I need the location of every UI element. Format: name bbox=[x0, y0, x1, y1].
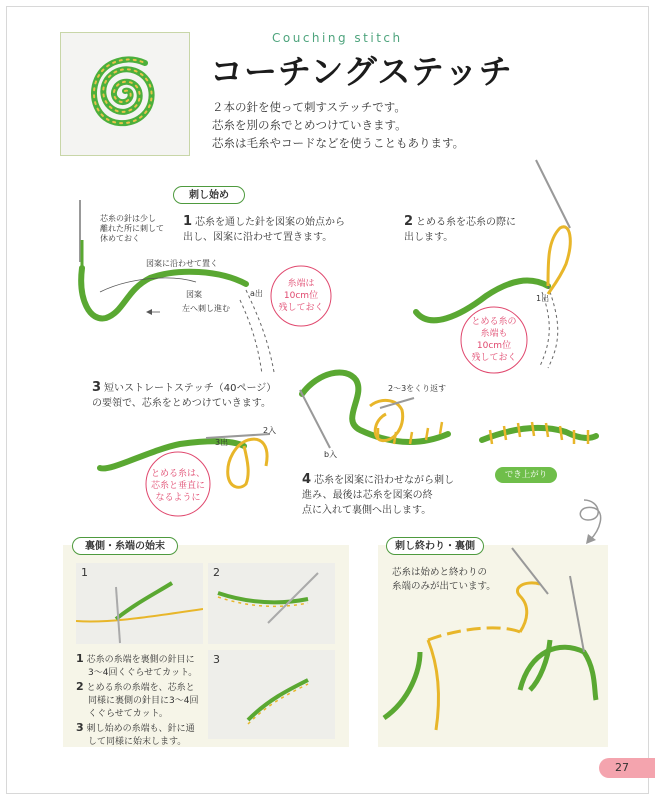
label-pattern: 図案 bbox=[186, 290, 202, 299]
step-line: の要領で、芯糸をとめつけていきます。 bbox=[92, 398, 271, 409]
bubble-line: 残しておく bbox=[278, 303, 324, 313]
step-line: 短いストレートステッチ（40ページ） bbox=[104, 383, 277, 394]
start-section-label: 刺し始め bbox=[173, 186, 245, 204]
step-number: 3 bbox=[92, 380, 102, 395]
step-number: 2 bbox=[76, 680, 84, 693]
step-line: して同様に始末します。 bbox=[88, 737, 187, 747]
bubble-line: なるように bbox=[155, 493, 201, 503]
label-repeat: 2〜3をくり返す bbox=[388, 384, 447, 393]
done-badge: でき上がり bbox=[495, 467, 557, 483]
bubble-line: とめる糸の bbox=[471, 317, 517, 327]
end-line: 芯糸は始めと終わりの bbox=[392, 567, 488, 578]
end-line: 糸端のみが出ています。 bbox=[392, 581, 496, 592]
bubble-line: 残しておく bbox=[471, 353, 517, 363]
intro-line: ２本の針を使って刺すステッチです。 bbox=[212, 100, 406, 114]
step-number: 1 bbox=[76, 652, 84, 665]
label-b-in: b入 bbox=[324, 450, 338, 459]
note-line: 離れた所に刺して bbox=[100, 224, 164, 233]
label-3-out: 3出 bbox=[215, 438, 229, 447]
intro-line: 芯糸を別の糸でとめつけていきます。 bbox=[212, 118, 407, 132]
label-a-out: a出 bbox=[250, 289, 263, 298]
note-line: 芯糸の針は少し bbox=[100, 214, 156, 223]
note-line: 休めておく bbox=[100, 234, 140, 243]
step-number: 1 bbox=[183, 214, 193, 229]
bubble-line: 糸端も bbox=[480, 329, 508, 339]
step-line: 出します。 bbox=[404, 232, 454, 243]
bubble-line: 10cm位 bbox=[476, 341, 512, 351]
subtitle: Couching stitch bbox=[272, 31, 403, 45]
step-number: 2 bbox=[404, 214, 414, 229]
step-number: 4 bbox=[302, 472, 312, 487]
page-number: 27 bbox=[599, 758, 655, 778]
step-line: 芯糸を図案に沿わせながら刺し bbox=[314, 475, 455, 486]
photo-number: 3 bbox=[213, 653, 220, 666]
step-line: 同様に裏側の針目に3〜4回 bbox=[88, 696, 199, 706]
step-line: くぐらせてカット。 bbox=[88, 709, 168, 719]
bubble-line: 10cm位 bbox=[283, 291, 319, 301]
page-title: コーチングステッチ bbox=[210, 52, 513, 91]
step-number: 3 bbox=[76, 721, 84, 734]
bubble-line: とめる糸は、 bbox=[150, 469, 205, 479]
label-left: 左へ刺し進む bbox=[182, 304, 230, 313]
step-line: 芯糸を通した針を図案の始点から bbox=[195, 217, 346, 228]
step-line: とめる糸を芯糸の際に bbox=[416, 217, 517, 228]
step-line: 出し、図案に沿わせて置きます。 bbox=[183, 232, 333, 243]
bubble-line: 糸端は bbox=[287, 279, 315, 289]
step-line: 点に入れて裏側へ出します。 bbox=[302, 505, 432, 516]
needle-icon bbox=[570, 576, 584, 652]
photo-number: 1 bbox=[81, 566, 88, 579]
back-section-label: 裏側・糸端の始末 bbox=[72, 537, 178, 555]
step-line: 刺し始めの糸端も、針に通 bbox=[86, 724, 195, 734]
step-line: 芯糸の糸端を裏側の針目に bbox=[86, 655, 195, 665]
step-line: 3〜4回くぐらせてカット。 bbox=[88, 668, 198, 678]
end-section-label: 刺し終わり・裏側 bbox=[386, 537, 484, 555]
label-2-in: 2入 bbox=[263, 426, 277, 435]
bubble-line: 芯糸と垂直に bbox=[150, 481, 205, 491]
label-along: 図案に沿わせて置く bbox=[146, 259, 218, 268]
photo-number: 2 bbox=[213, 566, 220, 579]
step-line: とめる糸の糸端を、芯糸と bbox=[86, 683, 195, 693]
label-1-out: 1出 bbox=[536, 294, 550, 303]
step-line: 進み、最後は芯糸を図案の終 bbox=[302, 490, 433, 501]
intro-line: 芯糸は毛糸やコードなどを使うこともあります。 bbox=[212, 136, 465, 150]
